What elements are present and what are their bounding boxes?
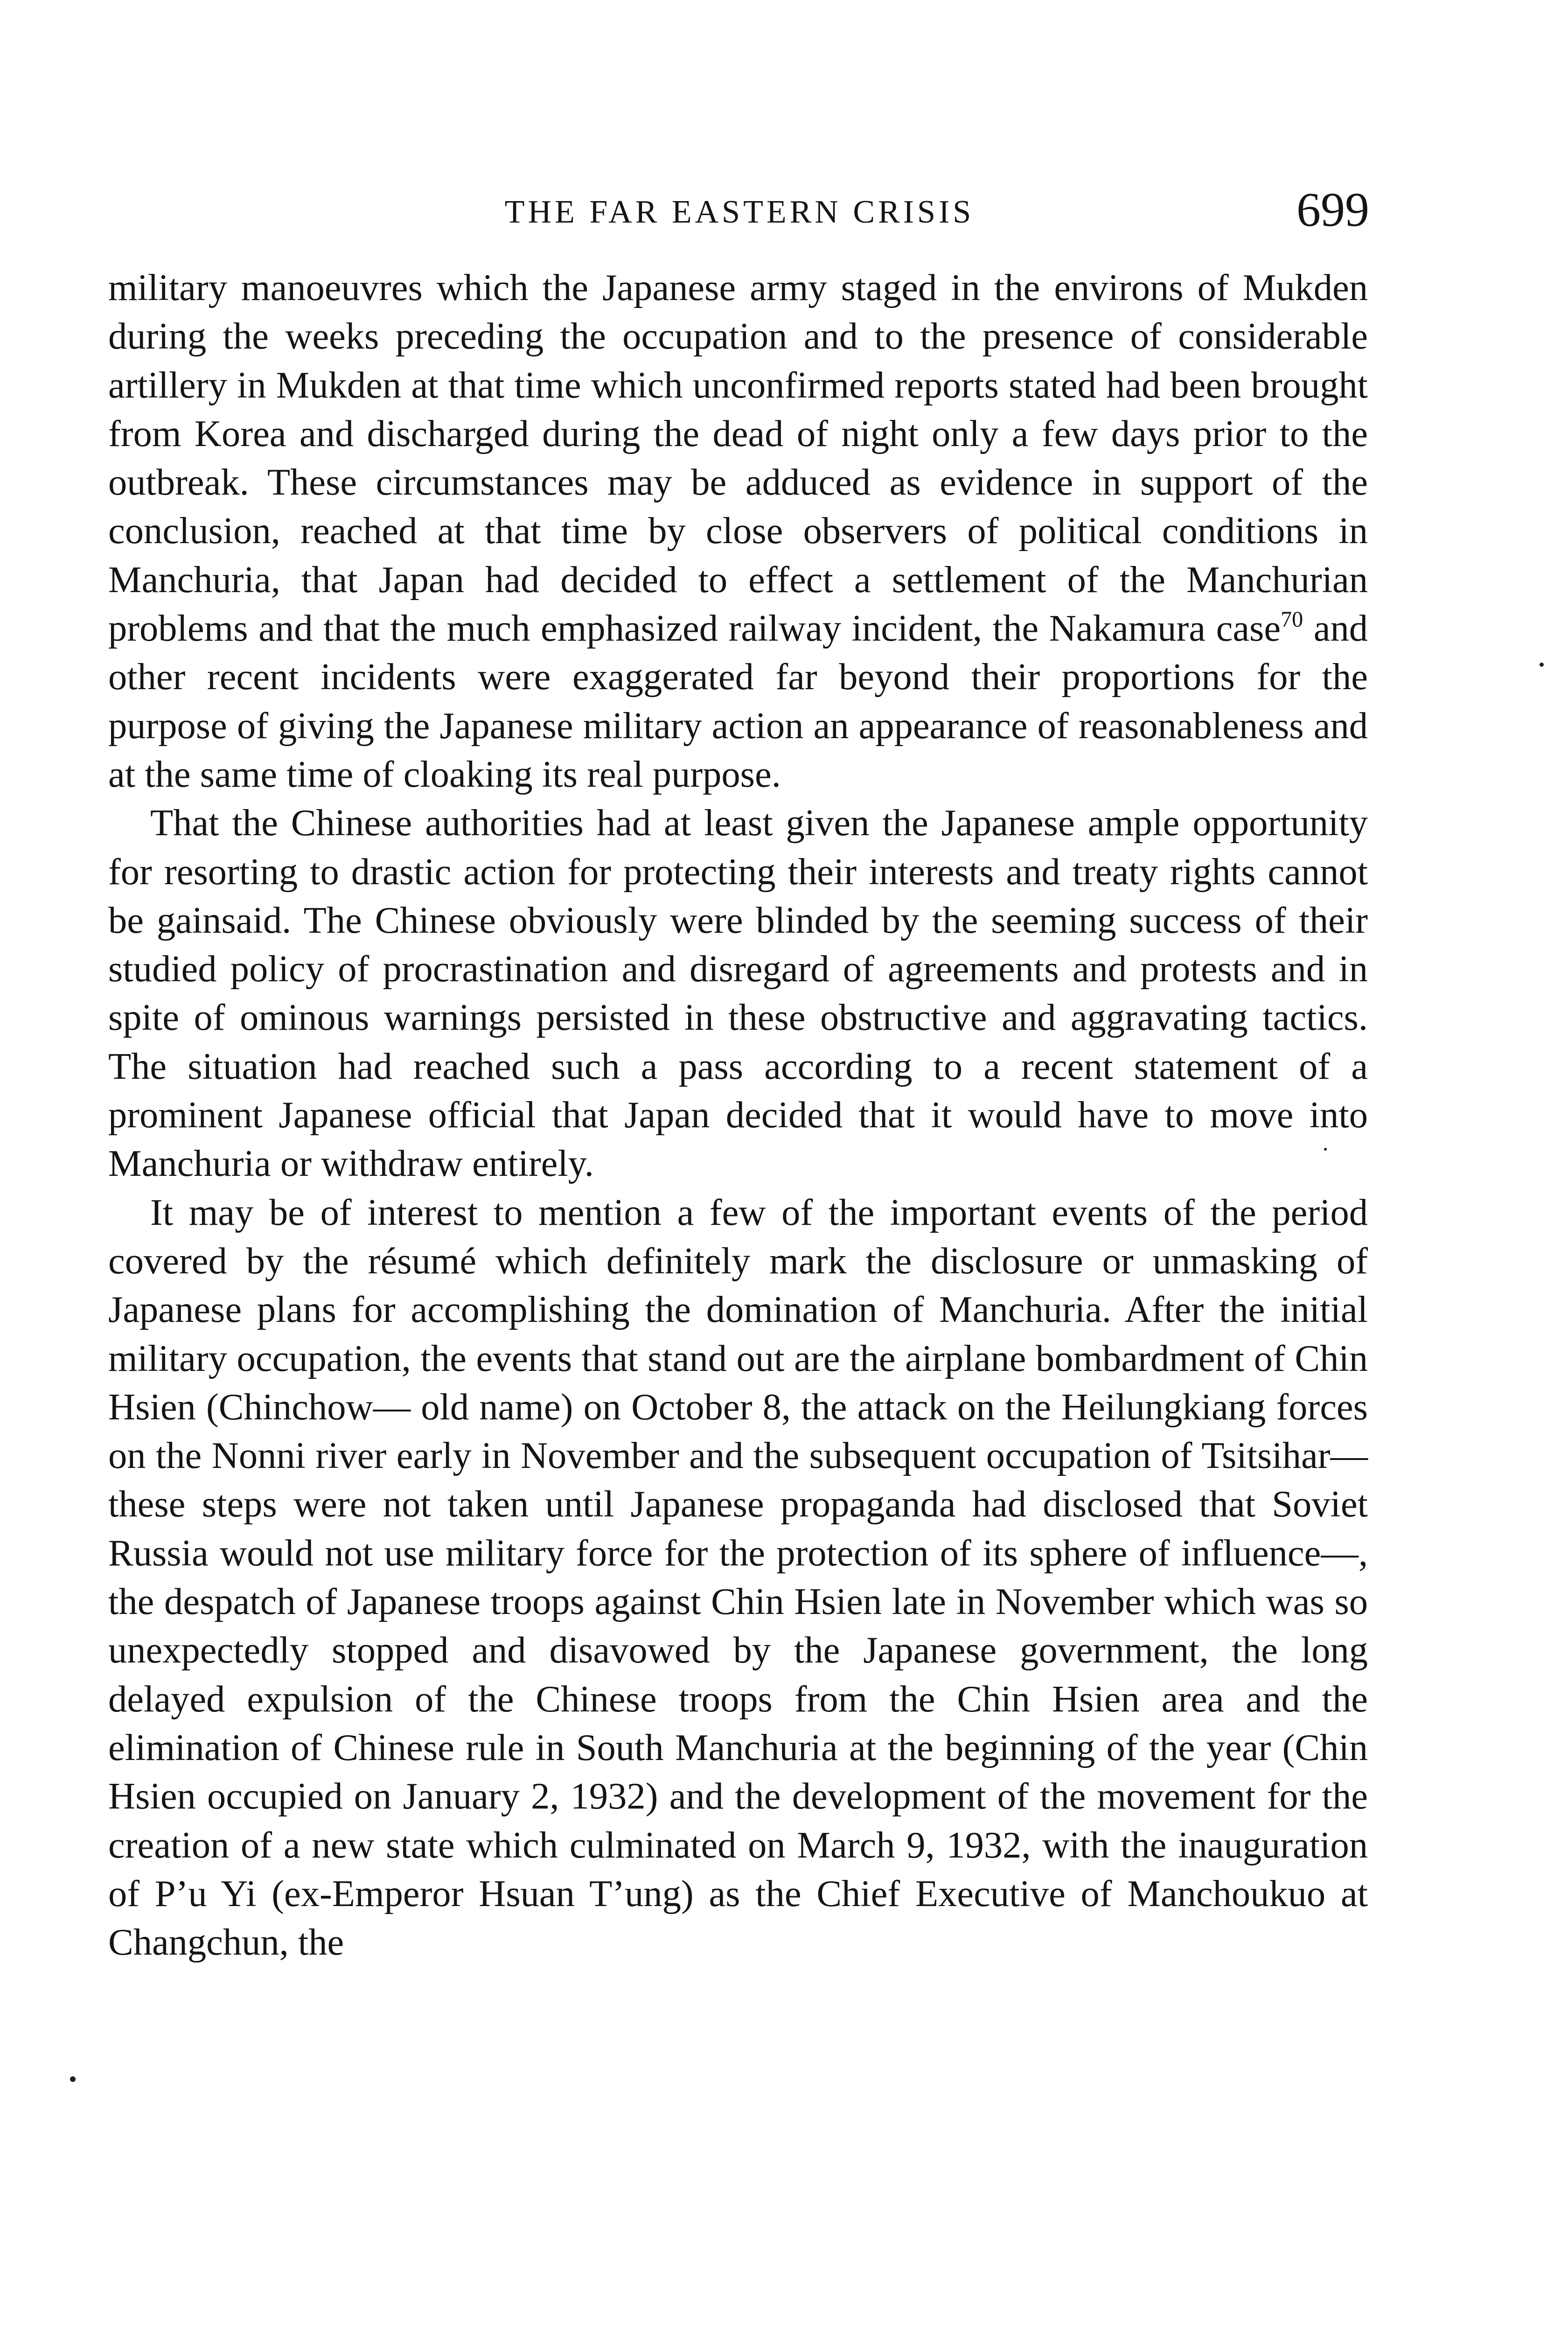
paragraph-1-text-after: and other recent incidents were exaggerated far beyond their proportions for the purpose of giving the Japanese military action an appearance of reasonableness and at the same time of cloaking its real purpose.	[108, 608, 1368, 795]
body-text	[108, 264, 1368, 1967]
running-head	[110, 180, 1369, 250]
paragraph-1	[108, 264, 1368, 799]
footnote-reference: 70	[1281, 607, 1303, 632]
paragraph-1-text-before: military manoeuvres which the Japanese army staged in the environs of Mukden during the weeks preceding the occupation and to the presence of considerable artillery in Mukden at that time which unconfirmed reports stated had been brought from Korea and discharged during the dead of night only a few days prior to the outbreak. These circumstances may be adduced as evidence in support of the conclusion, reached at that time by close observers of political conditions in Manchuria, that Japan had decided to effect a settlement of the Manchurian problems and that the much emphasized railway incident, the Nakamura case	[108, 267, 1368, 650]
paragraph-2: That the Chinese authorities had at least given the Japanese ample opportunity for resorting to drastic action for protecting their interests and treaty rights cannot be gainsaid. The Chinese obviously were blinded by the seeming success of their studied policy of procrastination and disregard of agreements and protests and in spite of ominous warnings persisted in these obstructive and aggravating tactics. The situation had reached such a pass according to a recent statement of a prominent Japanese official that Japan decided that it would have to move into Manchuria or withdraw entirely.	[108, 802, 1368, 1185]
running-title: THE FAR EASTERN CRISIS	[504, 194, 975, 230]
page-number: 699	[1296, 183, 1369, 237]
print-speck	[70, 2076, 76, 2082]
print-speck	[1540, 663, 1544, 667]
print-speck	[1324, 1148, 1327, 1151]
paragraph-3: It may be of interest to mention a few of the important events of the period covered by the résumé which definitely mark the disclosure or unmasking of Japanese plans for accomplishing the domination of Manchuria. After the initial military occupation, the events that stand out are the airplane bombardment of Chin Hsien (Chinchow— old name) on October 8, the attack on the Heilungkiang forces on the Nonni river early in November and the subsequent occupation of Tsitsihar—these steps were not taken until Japanese propaganda had disclosed that Soviet Russia would not use military force for the protection of its sphere of influence—, the despatch of Japanese troops against Chin Hsien late in November which was so unexpectedly stopped and disavowed by the Japanese government, the long delayed expulsion of the Chinese troops from the Chin Hsien area and the elimination of Chinese rule in South Manchuria at the beginning of the year (Chin Hsien occupied on January 2, 1932) and the development of the movement for the creation of a new state which culminated on March 9, 1932, with the inauguration of P’u Yi (ex-Emperor Hsuan T’ung) as the Chief Executive of Manchoukuo at Changchun, the	[108, 1191, 1368, 1963]
